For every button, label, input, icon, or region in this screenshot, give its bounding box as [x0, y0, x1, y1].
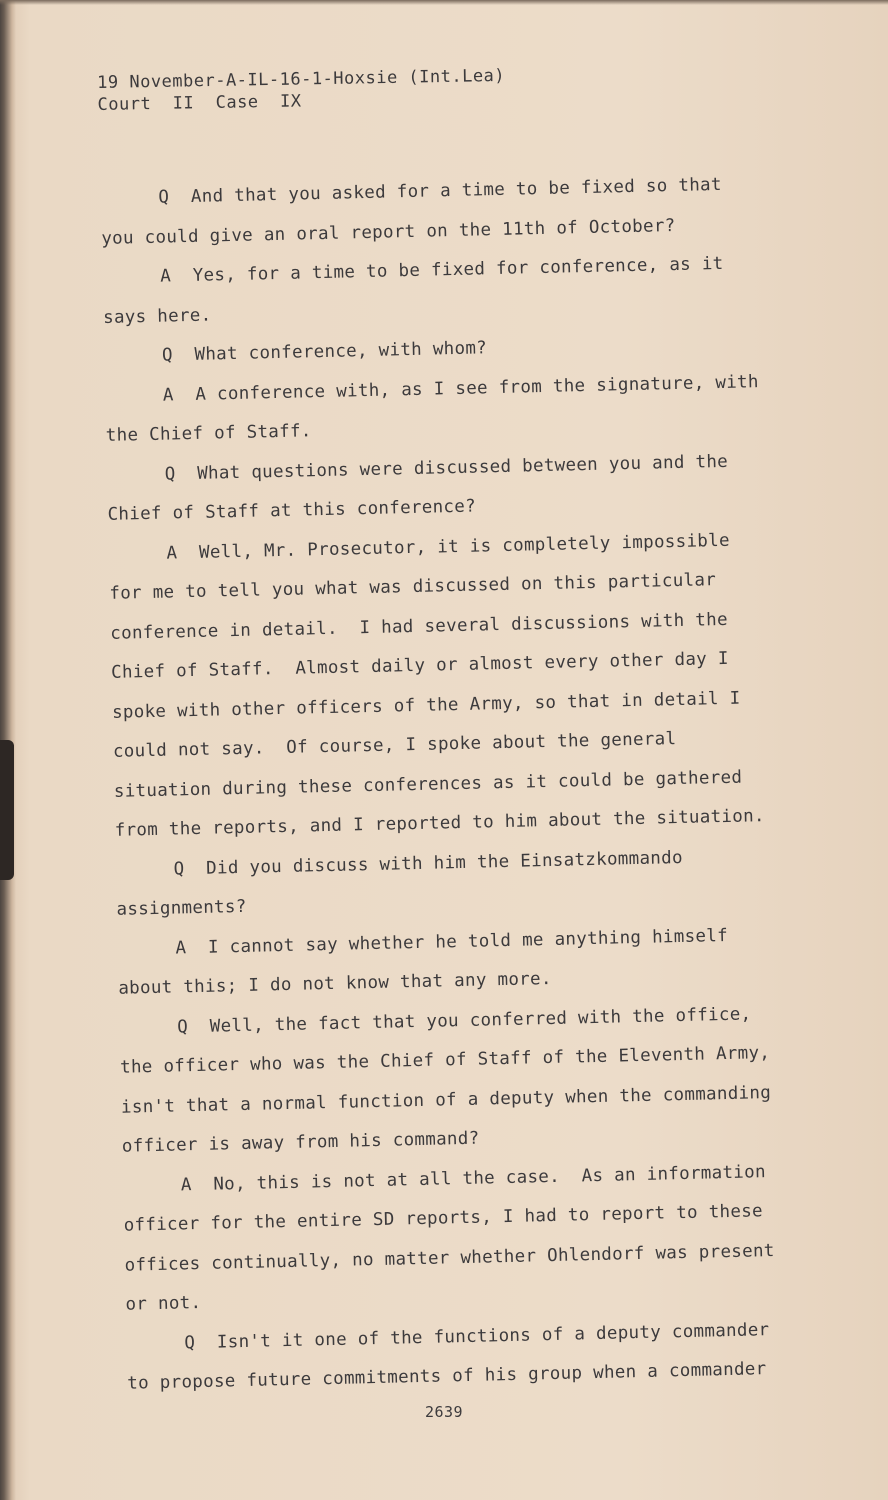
transcript-line: Q And that you asked for a time to be fixed so that	[158, 174, 722, 208]
transcript-line: Chief of Staff. Almost daily or almost every other day I	[110, 648, 729, 683]
transcript-line: Q What questions were discussed between you and the	[164, 451, 729, 485]
transcript-line: situation during these conferences as it could be gathered	[113, 767, 743, 802]
transcript-line: Q Did you discuss with him the Einsatzkommando	[173, 847, 684, 880]
transcript-line: conference in detail. I had several discussions with the	[110, 609, 729, 644]
transcript-line: Q Well, the fact that you conferred with the office,	[177, 1003, 752, 1037]
transcript-line: from the reports, and I reported to him about the situation.	[114, 806, 765, 841]
transcript-line: Chief of Staff at this conference?	[107, 496, 477, 525]
transcript-line: A I cannot say whether he told me anything himself	[175, 925, 729, 958]
transcript-line: A Well, Mr. Prosecutor, it is completely impossible	[166, 530, 731, 564]
transcript-line: about this; I do not know that any more.	[118, 968, 552, 999]
transcript-line: isn't that a normal function of a deputy when the commanding	[120, 1082, 772, 1118]
transcript-line: or not.	[125, 1292, 202, 1315]
transcript-line: A No, this is not at all the case. As an information	[180, 1161, 767, 1195]
transcript-line: A Yes, for a time to be fixed for conference, as it	[159, 253, 724, 287]
transcript-line: offices continually, no matter whether Ohlendorf was present	[124, 1240, 775, 1276]
transcript-line: spoke with other officers of the Army, so that in detail I	[111, 688, 741, 723]
transcript-line: you could give an oral report on the 11th of October?	[101, 215, 676, 249]
transcript-line: officer is away from his command?	[121, 1128, 480, 1157]
transcript-line: says here.	[102, 305, 212, 328]
transcript-line: the officer who was the Chief of Staff of the Eleventh Army,	[119, 1043, 771, 1078]
page-number: 2639	[424, 1403, 464, 1421]
header-line-2: Court II Case IX	[97, 91, 302, 115]
page-tear	[0, 740, 14, 880]
document-header	[97, 65, 506, 116]
transcript-line: assignments?	[116, 896, 247, 920]
transcript-body	[100, 164, 848, 1405]
transcript-line: Q What conference, with whom?	[161, 338, 488, 366]
transcript-line: for me to tell you what was discussed on this particular	[109, 570, 717, 604]
page-top-edge	[0, 0, 888, 5]
header-line-1: 19 November-A-IL-16-1-Hoxsie (Int.Lea)	[97, 65, 506, 93]
transcript-line: to propose future commitments of his group when a commander	[127, 1359, 767, 1394]
transcript-line: A A conference with, as I see from the signature, with	[162, 371, 759, 406]
transcript-line: could not say. Of course, I spoke about the general	[112, 729, 677, 762]
transcript-line: the Chief of Staff.	[105, 421, 312, 446]
transcript-line: officer for the entire SD reports, I had to report to these	[123, 1201, 764, 1236]
transcript-line: Q Isn't it one of the functions of a deputy commander	[184, 1319, 770, 1353]
